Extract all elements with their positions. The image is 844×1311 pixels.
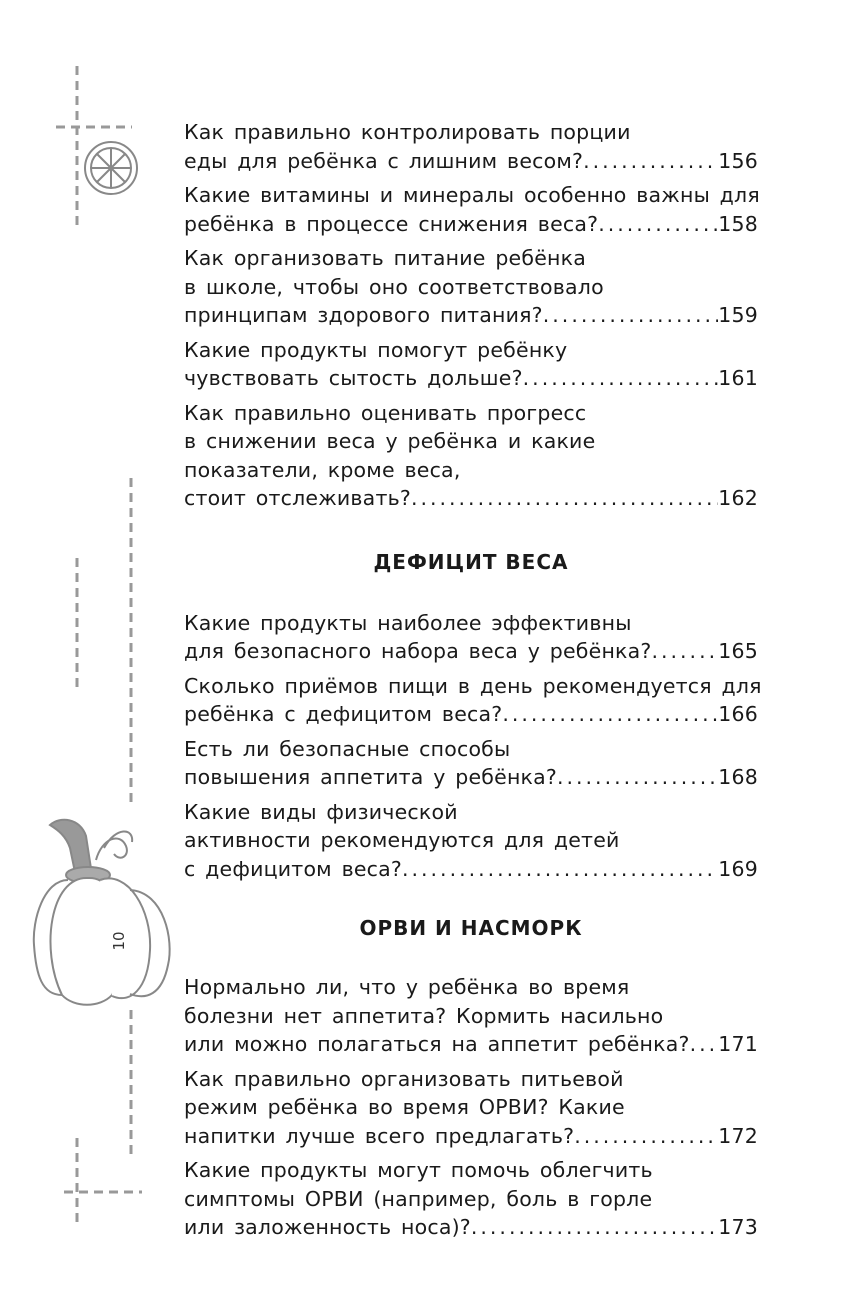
page-number: 10: [110, 931, 128, 951]
dot-leader: [651, 637, 718, 666]
entry-text-line: для безопасного набора веса у ребёнка?: [184, 639, 652, 663]
entry-page-number: 161: [718, 366, 758, 390]
dot-leader: [411, 484, 718, 513]
entry-last-line: [184, 364, 758, 393]
entry-text-line: или заложенность носа)?: [184, 1215, 471, 1239]
entry-text-line: стоит отслеживать?: [184, 486, 411, 510]
pumpkin-icon: [34, 820, 170, 1005]
toc-entry[interactable]: [184, 609, 758, 666]
entry-page-number: 165: [718, 639, 758, 663]
entry-page-number: 166: [718, 702, 758, 726]
entry-text-line: Как правильно оценивать прогресс: [184, 400, 587, 425]
dot-leader: [598, 210, 718, 239]
toc-section: [184, 547, 762, 884]
dot-leader: [557, 763, 718, 792]
entry-page-number: 172: [718, 1123, 758, 1148]
section-title: ДЕФИЦИТ ВЕСА: [373, 549, 569, 574]
orange-slice-icon: [85, 142, 137, 194]
entry-text-line: Есть ли безопасные способы: [184, 736, 511, 761]
entry-text-line: Какие продукты могут помочь облегчить: [184, 1158, 653, 1182]
entry-text-line: или можно полагаться на аппетит ребёнка?: [184, 1032, 690, 1056]
entry-text-line: активности рекомендуются для детей: [184, 828, 620, 852]
entry-page-number: 171: [718, 1032, 758, 1056]
entry-text-line: чувствовать сытость дольше?: [184, 366, 523, 390]
entry-text-line: болезни нет аппетита? Кормить насильно: [184, 1003, 664, 1028]
dot-leader: [502, 700, 718, 729]
dot-leader: [583, 147, 718, 176]
entry-text-line: Как правильно контролировать порции: [184, 120, 631, 144]
toc-entry[interactable]: [184, 118, 758, 175]
entry-page-number: 169: [718, 856, 758, 881]
entry-page-number: 168: [718, 765, 758, 789]
entry-last-line: [184, 210, 758, 239]
entry-text-line: Нормально ли, что у ребёнка во время: [184, 975, 630, 999]
entry-page-number: 173: [718, 1215, 758, 1239]
entry-text-line: повышения аппетита у ребёнка?: [184, 765, 557, 789]
toc-entry[interactable]: [184, 399, 758, 513]
entry-text-line: Какие продукты помогут ребёнку: [184, 337, 568, 362]
toc-entry[interactable]: [184, 244, 758, 330]
dot-leader: [523, 364, 719, 393]
entry-text-line: показатели, кроме веса,: [184, 457, 461, 482]
entry-page-number: 156: [718, 148, 758, 173]
toc-entry[interactable]: [184, 1156, 758, 1242]
toc-entry[interactable]: [184, 181, 758, 238]
entry-last-line: [184, 301, 758, 330]
entry-last-line: [184, 700, 758, 729]
entry-text-line: в школе, чтобы оно соответствовало: [184, 274, 604, 299]
entry-text-line: Сколько приёмов пищи в день рекомендуется для: [184, 673, 762, 698]
entry-text-line: ребёнка с дефицитом веса?: [184, 702, 503, 726]
section-title: ОРВИ И НАСМОРК: [359, 916, 583, 940]
dot-leader: [471, 1213, 718, 1242]
toc-entry[interactable]: [184, 973, 758, 1059]
entry-last-line: [184, 484, 758, 513]
entry-text-line: Как организовать питание ребёнка: [184, 246, 586, 270]
entry-last-line: [184, 147, 758, 176]
entry-text-line: с дефицитом веса?: [184, 856, 402, 881]
entry-text-line: Какие витамины и минералы особенно важны для: [184, 183, 760, 207]
toc-entry[interactable]: [184, 1065, 758, 1151]
dot-leader: [543, 301, 719, 330]
entry-last-line: [184, 855, 758, 884]
entry-page-number: 159: [718, 303, 758, 327]
toc-entry[interactable]: [184, 735, 758, 792]
entry-text-line: Какие продукты наиболее эффективны: [184, 610, 632, 635]
entry-text-line: Как правильно организовать питьевой: [184, 1066, 624, 1091]
entry-text-line: режим ребёнка во время ОРВИ? Какие: [184, 1095, 625, 1119]
entry-last-line: [184, 1122, 758, 1151]
toc-entry[interactable]: [184, 336, 758, 393]
entry-last-line: [184, 1030, 758, 1059]
entry-text-line: Какие виды физической: [184, 799, 458, 824]
entry-text-line: в снижении веса у ребёнка и какие: [184, 429, 596, 453]
toc-entry[interactable]: [184, 798, 758, 884]
toc-section: [184, 913, 758, 1242]
toc-entry[interactable]: [184, 672, 762, 729]
entry-last-line: [184, 763, 758, 792]
entry-text-line: принципам здорового питания?: [184, 303, 543, 327]
toc-section: [184, 118, 758, 513]
entry-last-line: [184, 1213, 758, 1242]
entry-text-line: симптомы ОРВИ (например, боль в горле: [184, 1186, 653, 1211]
entry-page-number: 162: [718, 486, 758, 510]
entry-page-number: 158: [718, 211, 758, 236]
entry-text-line: еды для ребёнка с лишним весом?: [184, 148, 584, 173]
table-of-contents: [184, 118, 762, 1248]
entry-text-line: напитки лучше всего предлагать?: [184, 1123, 575, 1148]
entry-text-line: ребёнка в процессе снижения веса?: [184, 211, 599, 236]
entry-last-line: [184, 637, 758, 666]
dot-leader: [574, 1122, 718, 1151]
dot-leader: [690, 1030, 719, 1059]
dot-leader: [402, 855, 718, 884]
